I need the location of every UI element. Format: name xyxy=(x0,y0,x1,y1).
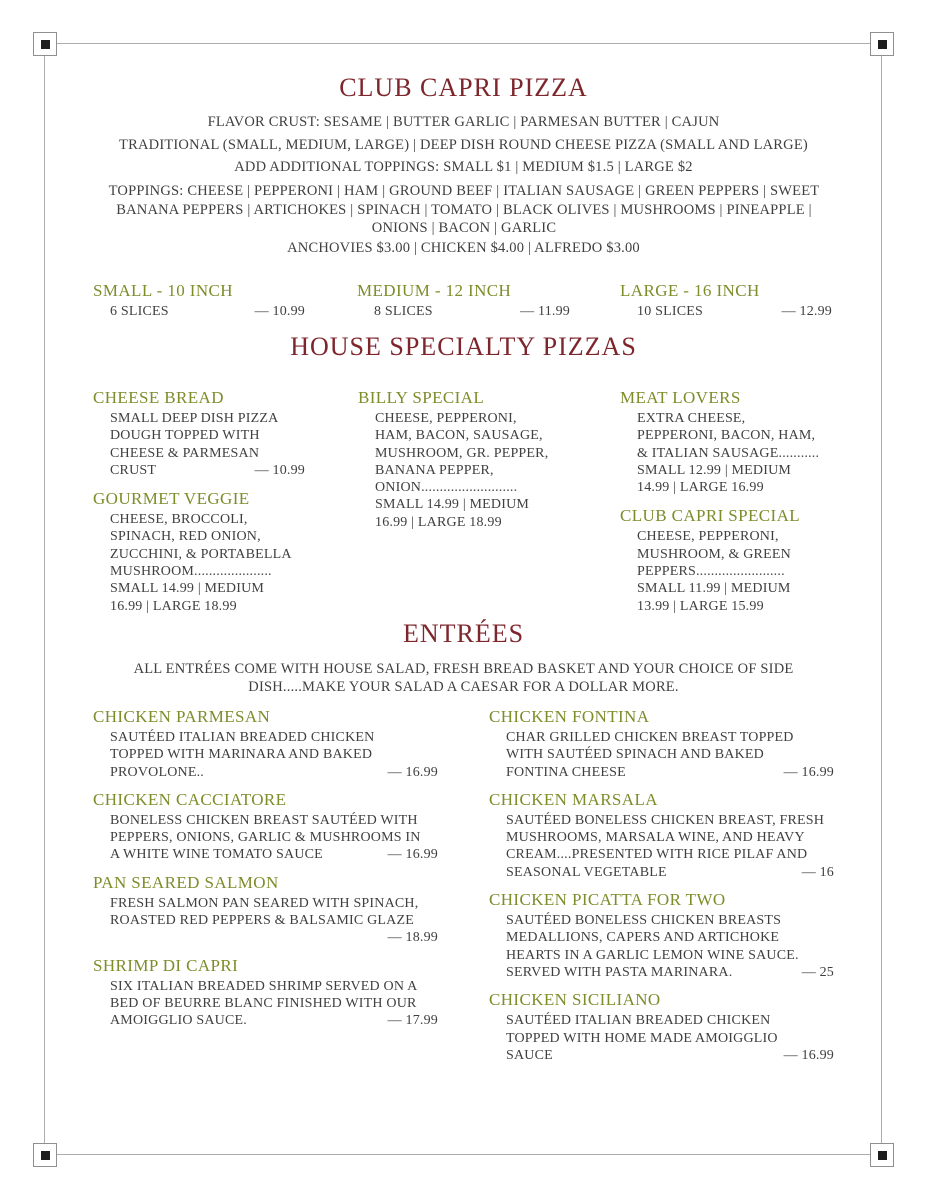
extras-line: ANCHOVIES $3.00 | CHICKEN $4.00 | ALFREDO $3.00 xyxy=(287,240,640,256)
item-desc-line: FRESH SALMON PAN SEARED WITH SPINACH, xyxy=(110,895,419,911)
size-option-medium xyxy=(357,281,570,320)
item-desc-line: PEPPERS........................ xyxy=(637,564,785,580)
size-name: SMALL - 10 INCH xyxy=(93,281,233,300)
additional-toppings-line: ADD ADDITIONAL TOPPINGS: SMALL $1 | MEDIUM $1.5 | LARGE $2 xyxy=(234,159,693,175)
frame-line-right xyxy=(881,44,882,1155)
item-desc-line: FONTINA CHEESE xyxy=(506,764,626,780)
frame-line-top xyxy=(45,43,882,44)
size-price: — 10.99 xyxy=(254,304,305,319)
menu-item-club-capri-special xyxy=(620,506,838,614)
menu-item-chicken-siciliano xyxy=(489,990,834,1064)
item-desc-line: BED OF BEURRE BLANC FINISHED WITH OUR xyxy=(110,995,417,1011)
item-desc-line: MUSHROOM..................... xyxy=(110,564,272,580)
menu-item-chicken-marsala xyxy=(489,790,834,881)
corner-square-icon xyxy=(41,40,50,49)
item-desc-line: PEPPERONI, BACON, HAM, xyxy=(637,428,816,444)
menu-item-shrimp-di-capri xyxy=(93,956,438,1030)
menu-item-chicken-picatta-for-two xyxy=(489,890,834,981)
item-desc-line: SMALL 14.99 | MEDIUM xyxy=(110,581,265,597)
corner-square-icon xyxy=(878,40,887,49)
specialty-column-3 xyxy=(620,388,838,625)
item-desc-line: CHEESE, BROCCOLI, xyxy=(110,512,248,528)
size-option-small xyxy=(93,281,305,320)
size-name: LARGE - 16 INCH xyxy=(620,281,760,300)
item-desc-line: MUSHROOM, GR. PEPPER, xyxy=(375,445,549,461)
item-name: CHICKEN CACCIATORE xyxy=(93,789,287,809)
item-desc-line: A WHITE WINE TOMATO SAUCE xyxy=(110,847,323,863)
menu-item-gourmet-veggie xyxy=(93,489,305,615)
item-desc-line: 16.99 | LARGE 18.99 xyxy=(110,598,237,614)
item-desc-line: TOPPED WITH HOME MADE AMOIGGLIO xyxy=(506,1030,778,1046)
item-desc-line: DOUGH TOPPED WITH xyxy=(110,428,260,444)
menu-item-cheese-bread xyxy=(93,388,305,479)
item-desc-line: SEASONAL VEGETABLE xyxy=(506,864,667,880)
specialty-column-2 xyxy=(358,388,570,541)
item-name: CLUB CAPRI SPECIAL xyxy=(620,506,801,526)
entrees-note xyxy=(0,661,927,696)
menu-item-chicken-cacciatore xyxy=(93,790,438,864)
item-desc-line: SAUTÉED ITALIAN BREADED CHICKEN xyxy=(506,1013,771,1029)
item-desc-line: CREAM....PRESENTED WITH RICE PILAF AND xyxy=(506,847,808,863)
item-price: — 25 xyxy=(801,964,834,980)
menu-item-chicken-parmesan xyxy=(93,707,438,781)
flavor-crust-line: FLAVOR CRUST: SESAME | BUTTER GARLIC | PARMESAN BUTTER | CAJUN xyxy=(207,114,720,130)
item-desc-line: PEPPERS, ONIONS, GARLIC & MUSHROOMS IN xyxy=(110,830,421,846)
section-header-specialty: HOUSE SPECIALTY PIZZAS xyxy=(290,332,637,361)
size-slices: 8 SLICES xyxy=(374,304,433,319)
item-desc-line: CHEESE & PARMESAN xyxy=(110,445,260,461)
item-desc-line: SIX ITALIAN BREADED SHRIMP SERVED ON A xyxy=(110,978,418,994)
menu-item-chicken-fontina xyxy=(489,707,834,781)
corner-ornament-top-left xyxy=(33,32,57,56)
item-desc-line: CRUST xyxy=(110,462,157,478)
size-slices: 6 SLICES xyxy=(110,304,169,319)
item-name: BILLY SPECIAL xyxy=(358,388,485,407)
item-desc-line: 14.99 | LARGE 16.99 xyxy=(637,480,764,496)
size-slices: 10 SLICES xyxy=(637,304,703,319)
item-desc-line: EXTRA CHEESE, xyxy=(637,411,746,426)
item-desc-line: BONELESS CHICKEN BREAST SAUTÉED WITH xyxy=(110,812,418,828)
item-name: CHICKEN MARSALA xyxy=(489,789,658,809)
item-price: — 10.99 xyxy=(254,462,305,478)
entrees-column-right xyxy=(489,707,834,1073)
item-desc-line: BANANA PEPPER, xyxy=(375,462,494,478)
item-desc-line: CHAR GRILLED CHICKEN BREAST TOPPED xyxy=(506,730,794,745)
item-name: SHRIMP DI CAPRI xyxy=(93,955,239,975)
corner-ornament-bottom-right xyxy=(870,1143,894,1167)
menu-item-billy-special xyxy=(358,388,570,531)
corner-square-icon xyxy=(878,1151,887,1160)
toppings-line: TOPPINGS: CHEESE | PEPPERONI | HAM | GROUND BEEF | ITALIAN SAUSAGE | GREEN PEPPERS | SWEET xyxy=(108,183,820,199)
item-desc-line: MUSHROOMS, MARSALA WINE, AND HEAVY xyxy=(506,830,805,846)
item-price: — 16 xyxy=(801,864,834,880)
item-desc-line: SMALL 14.99 | MEDIUM xyxy=(375,497,530,513)
item-desc-line: TOPPED WITH MARINARA AND BAKED xyxy=(110,747,373,763)
size-option-large xyxy=(620,281,832,320)
item-price: — 16.99 xyxy=(387,847,438,863)
item-desc-line: & ITALIAN SAUSAGE........... xyxy=(637,445,820,461)
item-desc-line: CHEESE, PEPPERONI, xyxy=(375,411,517,426)
item-name: CHICKEN PICATTA FOR TWO xyxy=(489,890,726,910)
specialty-column-1 xyxy=(93,388,305,625)
size-price: — 11.99 xyxy=(520,304,570,319)
corner-ornament-bottom-left xyxy=(33,1143,57,1167)
size-name: MEDIUM - 12 INCH xyxy=(357,281,512,300)
item-name: CHICKEN SICILIANO xyxy=(489,990,661,1010)
item-desc-line: SAUTÉED BONELESS CHICKEN BREAST, FRESH xyxy=(506,812,825,828)
item-price: — 16.99 xyxy=(783,764,834,780)
entrees-note-line: ALL ENTRÉES COME WITH HOUSE SALAD, FRESH BREAD BASKET AND YOUR CHOICE OF SIDE xyxy=(133,661,794,677)
corner-square-icon xyxy=(41,1151,50,1160)
item-desc-line: SMALL DEEP DISH PIZZA xyxy=(110,411,279,426)
item-desc-line: SAUTÉED BONELESS CHICKEN BREASTS xyxy=(506,913,782,929)
item-price: — 16.99 xyxy=(783,1047,834,1063)
entrees-column-left xyxy=(93,707,438,1039)
item-name: PAN SEARED SALMON xyxy=(93,872,279,892)
item-desc-line: SPINACH, RED ONION, xyxy=(110,529,261,545)
item-name: CHICKEN FONTINA xyxy=(489,707,650,726)
section-header-entrees: ENTRÉES xyxy=(402,619,525,648)
item-desc-line: MEDALLIONS, CAPERS AND ARTICHOKE xyxy=(506,930,780,946)
page-title: CLUB CAPRI PIZZA xyxy=(339,73,588,102)
item-desc-line: CHEESE, PEPPERONI, xyxy=(637,529,779,545)
item-desc-line: ROASTED RED PEPPERS & BALSAMIC GLAZE xyxy=(110,913,414,929)
item-desc-line: SERVED WITH PASTA MARINARA. xyxy=(506,964,733,980)
item-desc-line: HEARTS IN A GARLIC LEMON WINE SAUCE. xyxy=(506,947,799,963)
item-desc-line: 16.99 | LARGE 18.99 xyxy=(375,514,502,530)
toppings-line: ONIONS | BACON | GARLIC xyxy=(371,220,557,236)
item-desc-line: WITH SAUTÉED SPINACH AND BAKED xyxy=(506,747,764,763)
traditional-line: TRADITIONAL (SMALL, MEDIUM, LARGE) | DEEP DISH ROUND CHEESE PIZZA (SMALL AND LARGE) xyxy=(119,137,808,153)
item-desc-line: SAUCE xyxy=(506,1047,553,1063)
item-name: GOURMET VEGGIE xyxy=(93,489,250,509)
item-desc-line: MUSHROOM, & GREEN xyxy=(637,546,791,562)
toppings-line: BANANA PEPPERS | ARTICHOKES | SPINACH | TOMATO | BLACK OLIVES | MUSHROOMS | PINEAPPLE | xyxy=(116,201,812,218)
item-price: — 16.99 xyxy=(387,764,438,780)
frame-line-bottom xyxy=(45,1154,882,1155)
item-desc-line: SMALL 12.99 | MEDIUM xyxy=(637,462,792,478)
item-name: MEAT LOVERS xyxy=(620,388,741,407)
item-desc-line: PROVOLONE.. xyxy=(110,764,204,780)
item-desc-line: HAM, BACON, SAUSAGE, xyxy=(375,428,543,444)
menu-item-meat-lovers xyxy=(620,388,838,496)
toppings-list xyxy=(84,182,844,238)
frame-line-left xyxy=(44,44,45,1155)
item-desc-line: 13.99 | LARGE 15.99 xyxy=(637,598,764,614)
item-name: CHICKEN PARMESAN xyxy=(93,707,271,726)
item-name: CHEESE BREAD xyxy=(93,388,224,407)
item-desc-line: ONION.......................... xyxy=(375,480,518,496)
item-desc-line: AMOIGGLIO SAUCE. xyxy=(110,1013,247,1029)
item-desc-line: ZUCCHINI, & PORTABELLA xyxy=(110,546,292,562)
size-price: — 12.99 xyxy=(781,304,832,319)
item-desc-line: SAUTÉED ITALIAN BREADED CHICKEN xyxy=(110,730,375,745)
corner-ornament-top-right xyxy=(870,32,894,56)
item-desc-line: SMALL 11.99 | MEDIUM xyxy=(637,581,791,597)
menu-item-pan-seared-salmon xyxy=(93,873,438,947)
item-price: — 18.99 xyxy=(387,930,438,946)
entrees-note-line: DISH.....MAKE YOUR SALAD A CAESAR FOR A DOLLAR MORE. xyxy=(248,678,679,695)
item-price: — 17.99 xyxy=(387,1013,438,1029)
